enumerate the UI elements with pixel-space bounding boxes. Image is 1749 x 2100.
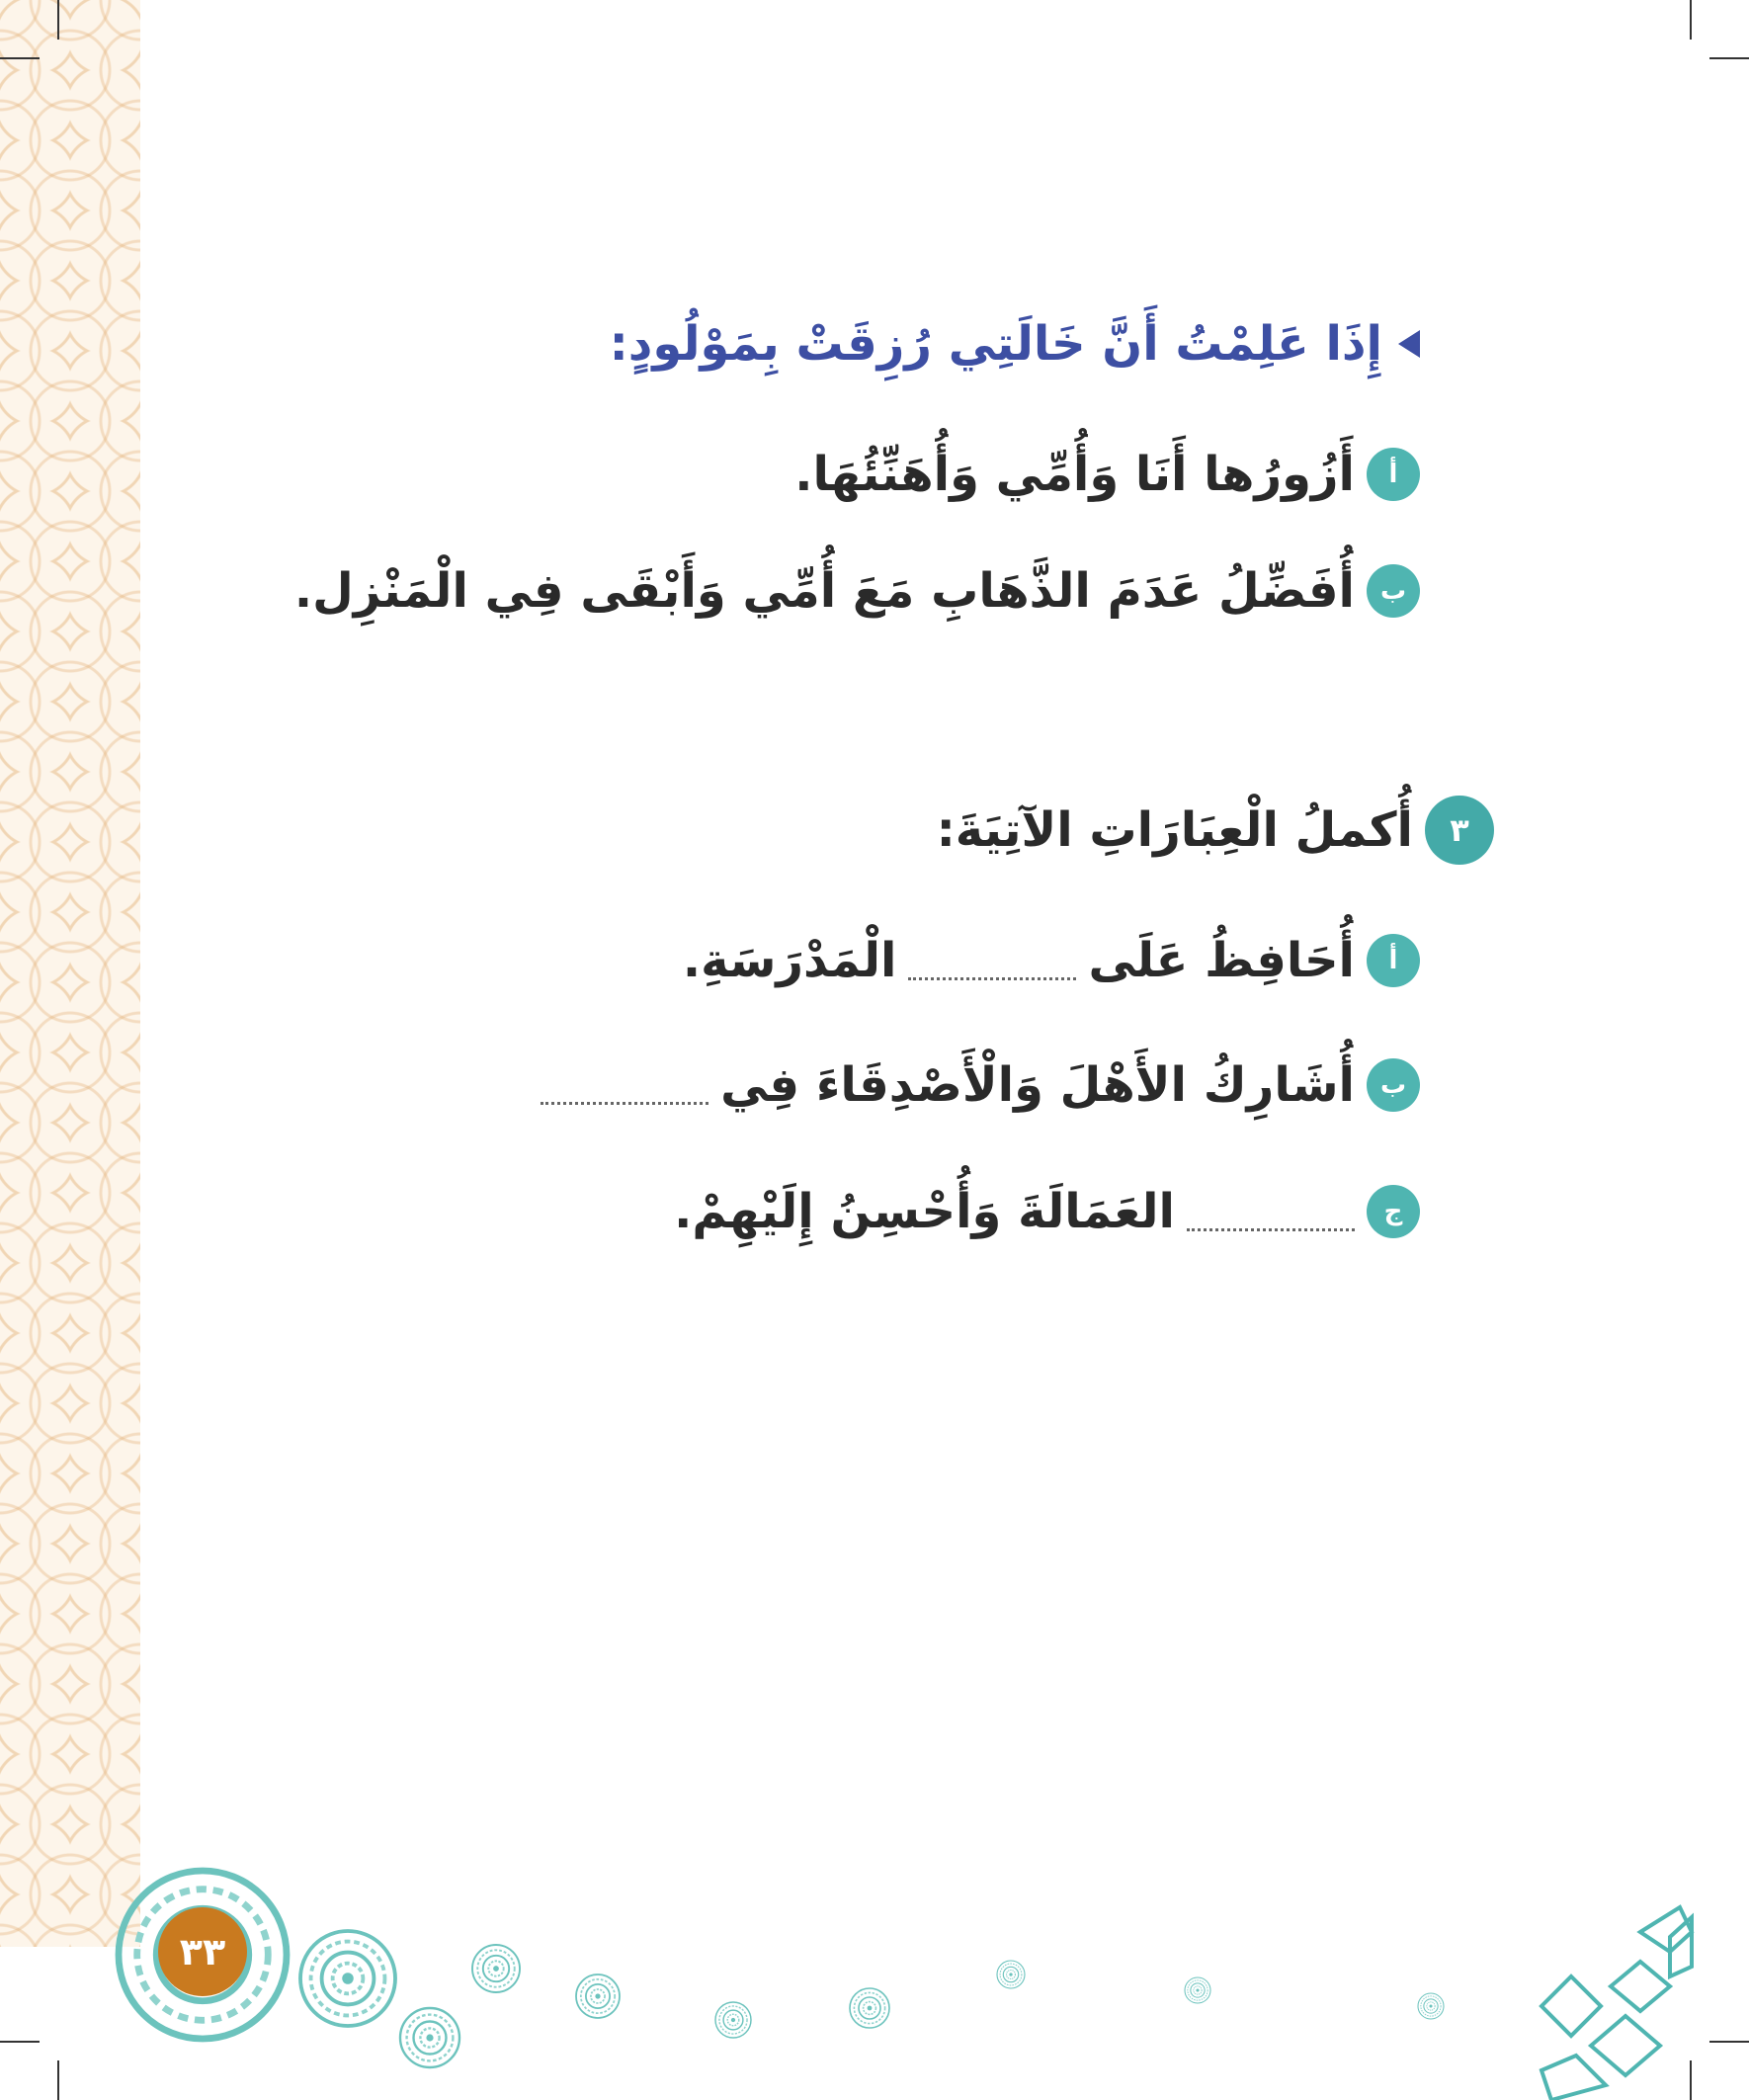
scenario-prompt: إِذَا عَلِمْتُ أَنَّ خَالَتِي رُزِقَتْ بِمَوْلُودٍ: xyxy=(609,316,1382,372)
item-text-before-a: أُحَافِظُ عَلَى xyxy=(1088,933,1355,988)
option-text-a: أَزُورُها أَنَا وَأُمِّي وَأُهَنِّئُهَا. xyxy=(794,447,1355,502)
rosette-ornament xyxy=(1418,1993,1444,2019)
page-number: ٣٣ xyxy=(158,1907,247,1996)
rosette-ornament xyxy=(1185,1977,1210,2003)
rosette-ornament xyxy=(850,1988,889,2028)
option-badge-b: ب xyxy=(1367,564,1420,618)
exercise-title: أُكملُ الْعِبَارَاتِ الآتِيَةَ: xyxy=(936,802,1413,858)
item-text-before-b: أُشَارِكُ الأَهْلَ وَالْأَصْدِقَاءَ فِي xyxy=(720,1057,1355,1113)
rosette-ornament xyxy=(576,1974,620,2018)
item-badge-c: ج xyxy=(1367,1185,1420,1238)
rosette-ornament xyxy=(400,2008,459,2067)
item-badge-b: ب xyxy=(1367,1058,1420,1112)
item-badge-a: أ xyxy=(1367,934,1420,987)
rosette-ornament xyxy=(300,1931,395,2026)
item-text-after-a: الْمَدْرَسَةِ. xyxy=(682,933,897,988)
item-text-after-c: العَمَالَةَ وَأُحْسِنُ إِلَيْهِمْ. xyxy=(674,1184,1175,1239)
rosette-ornament xyxy=(715,2002,751,2038)
option-text-b: أُفَضِّلُ عَدَمَ الذَّهَابِ مَعَ أُمِّي وَأَبْقَى فِي الْمَنْزِل. xyxy=(293,563,1355,619)
rosette-ornament xyxy=(472,1945,520,1992)
exercise-number-badge: ٣ xyxy=(1425,796,1494,865)
option-badge-a: أ xyxy=(1367,448,1420,501)
rosette-ornament xyxy=(997,1961,1025,1988)
geometric-pattern xyxy=(1541,1907,1692,2100)
